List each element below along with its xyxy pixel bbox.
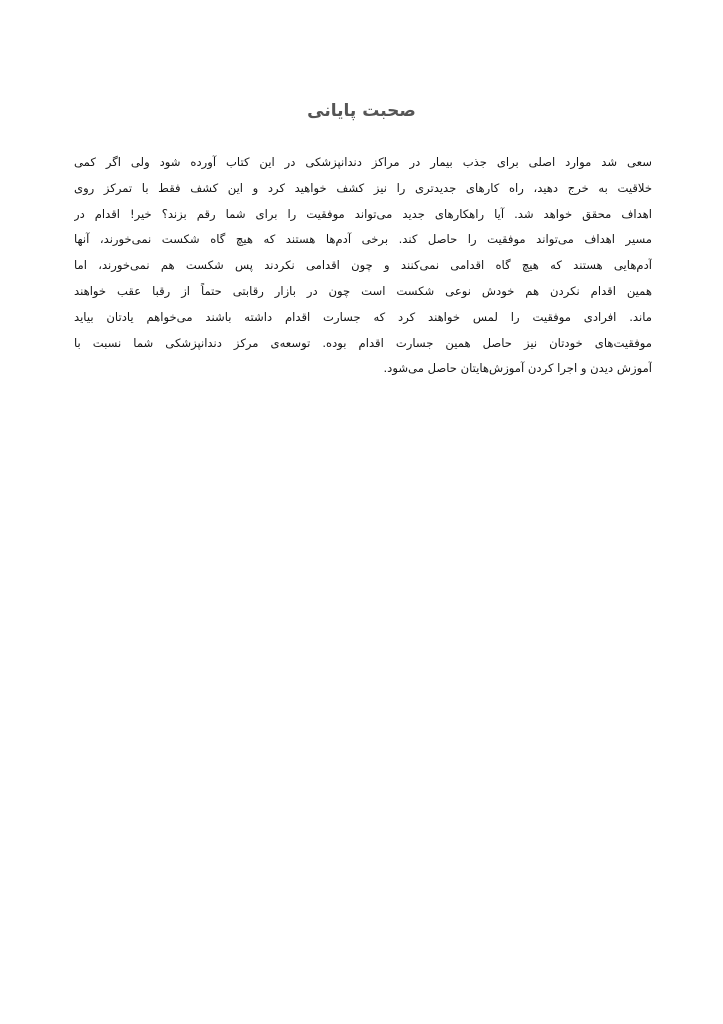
paragraph-line: همین اقدام نکردن هم خودش نوعی شکست است چون در بازار رقابتی حتماً از رقبا عقب خواهند — [74, 283, 652, 298]
page-title: صحبت پایانی — [307, 101, 416, 121]
paragraph-line: آموزش دیدن و اجرا کردن آموزش‌هایتان حاصل می‌شود. — [383, 361, 652, 376]
paragraph-line: سعی شد موارد اصلی برای جذب بیمار در مراکز دندانپزشکی در این کتاب آورده شود ولی اگر کمی — [74, 155, 652, 169]
paragraph-line: آدم‌هایی هستند که هیچ گاه اقدامی نمی‌کنند و چون اقدامی نکردند پس شکست هم نمی‌خورند، اما — [74, 258, 652, 273]
paragraph-line: ماند. افرادی موفقیت را لمس خواهند کرد که جسارت اقدام داشته باشند می‌خواهم یادتان بیاید — [74, 309, 652, 324]
body-paragraph — [74, 150, 652, 382]
paragraph-line: موفقیت‌های خودتان نیز حاصل همین جسارت اقدام بوده. توسعه‌ی مرکز دندانپزشکی شما نسبت با — [74, 335, 652, 350]
paragraph-line: خلاقیت به خرج دهید، راه کارهای جدیدتری را نیز کشف خواهید کرد و این کشف فقط با تمرکز روی — [74, 180, 652, 195]
paragraph-line: اهداف محقق خواهد شد. آیا راهکارهای جدید می‌تواند موفقیت را برای شما رقم بزند؟ خیر! اقدام در — [74, 206, 652, 221]
paragraph-line: مسیر اهداف می‌تواند موفقیت را حاصل کند. برخی آدم‌ها هستند که هیچ گاه شکست نمی‌خورند، آنها — [74, 232, 652, 247]
